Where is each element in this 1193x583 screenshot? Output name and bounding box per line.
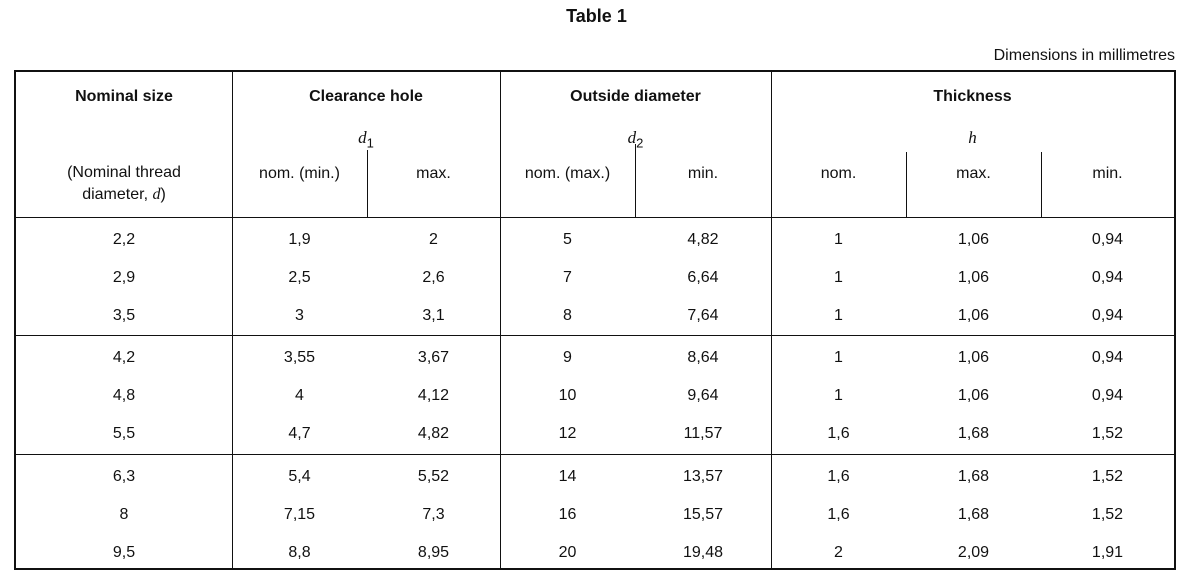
cell-clearance-max: 2,6 [422,269,445,286]
cell-clearance-nom: 5,4 [288,468,311,485]
cell-clearance-nom: 3 [295,307,304,324]
cell-thickness-max: 1,06 [957,307,990,324]
cell-thickness-min: 0,94 [1091,269,1124,286]
cell-outside-nom: 9 [563,349,572,366]
cell-thickness-min: 0,94 [1091,231,1124,248]
header-clearance-max: max. [416,165,451,182]
cell-clearance-max: 2 [429,231,438,248]
divider [367,150,368,218]
header-thickness-nom: nom. [820,165,857,182]
table-row [16,260,1174,298]
cell-outside-min: 9,64 [687,387,719,404]
cell-nominal-size: 5,5 [112,425,136,442]
header-clearance-hole: Clearance hole [309,88,423,105]
table-row [16,416,1174,454]
cell-outside-min: 15,57 [682,506,724,523]
cell-nominal-size: 9,5 [112,544,136,561]
cell-outside-nom: 14 [558,468,577,485]
cell-outside-nom: 20 [558,544,577,561]
nominal-thread-line2 [16,184,232,206]
cell-nominal-size: 8 [119,506,129,523]
cell-nominal-size: 4,2 [112,349,136,366]
cell-nominal-size: 2,2 [112,231,136,248]
cell-thickness-nom: 1 [834,387,843,404]
clearance-symbol-letter: d [358,128,367,147]
nominal-thread-line1: (Nominal thread [67,164,181,181]
clearance-symbol [232,128,500,150]
cell-nominal-size: 2,9 [112,269,136,286]
cell-thickness-max: 1,06 [957,387,990,404]
table-row [16,222,1174,260]
cell-outside-min: 13,57 [682,468,724,485]
cell-outside-nom: 12 [558,425,577,442]
cell-outside-min: 19,48 [682,544,724,561]
cell-thickness-max: 1,68 [957,468,990,485]
cell-thickness-nom: 2 [834,544,843,561]
cell-thickness-min: 1,91 [1091,544,1124,561]
cell-thickness-nom: 1,6 [827,506,850,523]
table-row [16,298,1174,336]
header-outside-nom: nom. (max.) [524,165,611,182]
cell-outside-min: 8,64 [687,349,719,366]
cell-thickness-nom: 1 [834,269,843,286]
cell-thickness-nom: 1 [834,231,843,248]
cell-clearance-max: 3,1 [422,307,445,324]
nominal-thread-label: diameter, [82,186,149,203]
header-nominal-thread [16,162,232,206]
nominal-thread-close: ) [160,186,166,203]
cell-thickness-max: 1,68 [957,506,990,523]
cell-thickness-nom: 1 [834,349,843,366]
outside-symbol-subscript: 2 [636,135,644,151]
header-outside-diameter: Outside diameter [570,88,701,105]
cell-thickness-min: 0,94 [1091,387,1124,404]
cell-thickness-nom: 1,6 [827,425,850,442]
cell-outside-nom: 8 [563,307,572,324]
cell-clearance-max: 4,82 [417,425,450,442]
cell-clearance-max: 3,67 [417,349,450,366]
outside-symbol-letter: d [627,128,637,147]
header-thickness-max: max. [956,165,991,182]
cell-thickness-min: 0,94 [1091,307,1124,324]
cell-thickness-max: 1,06 [957,269,990,286]
clearance-symbol-subscript: 1 [366,135,374,151]
cell-thickness-max: 1,06 [957,349,990,366]
cell-thickness-nom: 1 [834,307,843,324]
cell-thickness-nom: 1,6 [827,468,850,485]
cell-nominal-size: 3,5 [112,307,136,324]
cell-outside-nom: 5 [563,231,572,248]
cell-thickness-min: 1,52 [1091,506,1124,523]
cell-outside-min: 4,82 [687,231,719,248]
outside-symbol [500,128,771,150]
cell-clearance-nom: 3,55 [283,349,316,366]
table-row [16,459,1174,497]
nominal-thread-symbol: d [152,186,161,203]
cell-outside-nom: 16 [558,506,577,523]
cell-clearance-nom: 1,9 [288,231,311,248]
cell-thickness-max: 2,09 [957,544,990,561]
cell-thickness-min: 1,52 [1091,425,1124,442]
cell-outside-min: 11,57 [683,425,723,442]
table-row [16,340,1174,378]
cell-thickness-min: 1,52 [1091,468,1124,485]
cell-thickness-max: 1,06 [957,231,990,248]
cell-clearance-nom: 7,15 [283,506,316,523]
header-thickness-min: min. [1092,165,1123,182]
units-note: Dimensions in millimetres [993,47,1175,64]
table-row [16,535,1174,573]
cell-nominal-size: 6,3 [112,468,136,485]
header-nominal-size: Nominal size [75,88,173,105]
cell-clearance-max: 8,95 [417,544,450,561]
table-title: Table 1 [566,6,627,26]
cell-outside-min: 6,64 [687,269,719,286]
cell-clearance-max: 5,52 [417,468,450,485]
cell-clearance-nom: 4,7 [288,425,311,442]
cell-clearance-max: 7,3 [422,506,445,523]
cell-thickness-min: 0,94 [1091,349,1124,366]
cell-clearance-nom: 4 [295,387,304,404]
cell-outside-nom: 10 [558,387,577,404]
divider [906,152,907,218]
dimensions-table [14,70,1176,570]
cell-clearance-nom: 2,5 [288,269,311,286]
divider [16,217,1174,218]
cell-thickness-max: 1,68 [957,425,990,442]
thickness-symbol [771,128,1174,148]
cell-clearance-max: 4,12 [417,387,450,404]
header-thickness: Thickness [933,88,1012,105]
divider [16,454,1174,455]
cell-outside-min: 7,64 [687,307,719,324]
divider [1041,152,1042,218]
table-row [16,497,1174,535]
table-row [16,378,1174,416]
header-clearance-nom: nom. (min.) [259,165,340,182]
header-outside-min: min. [687,165,719,182]
cell-outside-nom: 7 [563,269,572,286]
cell-clearance-nom: 8,8 [288,544,311,561]
thickness-symbol-letter: h [968,128,977,147]
cell-nominal-size: 4,8 [112,387,136,404]
